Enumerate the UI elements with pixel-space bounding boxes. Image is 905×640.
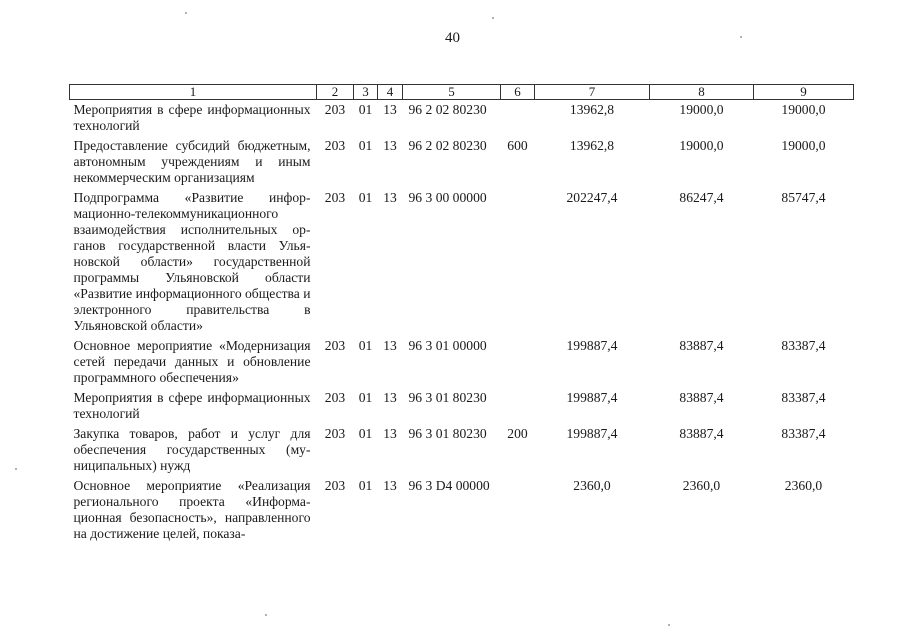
row-code-2: 203	[324, 190, 346, 205]
header-col-4: 4	[378, 85, 403, 100]
row-code-3: 01	[358, 138, 373, 153]
table-row	[70, 424, 854, 476]
row-code-4: 13	[383, 102, 397, 117]
row-target-article: 96 3 D4 00000	[408, 478, 490, 493]
row-target-article: 96 3 01 80230	[408, 426, 487, 441]
row-name: Подпрограмма «Развитие информационно-телекоммуникационного взаимодействия исполнительных органов государственной власти Ульяновской области» государственной программы Ульяновской области «Развитие информационного общества и электронного правительства в Ульяновской области»	[73, 190, 311, 333]
row-code-4: 13	[383, 478, 397, 493]
row-code-2: 203	[324, 338, 346, 353]
row-target-article: 96 3 01 80230	[408, 390, 487, 405]
row-amount-8: 83887,4	[679, 426, 724, 441]
header-col-5: 5	[403, 85, 501, 100]
header-col-1: 1	[70, 85, 317, 100]
row-expense-type	[501, 388, 535, 424]
row-expense-type	[501, 100, 535, 137]
table-row	[70, 136, 854, 188]
row-code-4: 13	[383, 426, 397, 441]
row-expense-type	[501, 336, 535, 388]
row-amount-8: 83887,4	[679, 338, 724, 353]
scan-speck	[15, 468, 17, 470]
row-amount-9: 19000,0	[781, 138, 826, 153]
row-amount-7: 13962,8	[569, 138, 615, 153]
row-code-2: 203	[324, 426, 346, 441]
row-target-article: 96 3 01 00000	[408, 338, 487, 353]
row-name: Основное мероприятие «Реализация регионального проекта «Информационная безопасность», направленного на достижение целей, показа-	[73, 478, 311, 541]
header-col-6: 6	[501, 85, 535, 100]
row-amount-8: 19000,0	[679, 102, 724, 117]
row-amount-8: 19000,0	[679, 138, 724, 153]
table-row	[70, 476, 854, 544]
row-amount-7: 199887,4	[566, 338, 618, 353]
row-code-4: 13	[383, 338, 397, 353]
row-code-3: 01	[358, 190, 373, 205]
row-target-article: 96 2 02 80230	[408, 102, 487, 117]
row-expense-type: 200	[507, 426, 528, 441]
row-name: Основное мероприятие «Модернизация сетей передачи данных и обновление программного обеспечения»	[73, 338, 311, 385]
row-code-2: 203	[324, 478, 346, 493]
row-amount-9: 83387,4	[781, 390, 826, 405]
row-target-article: 96 3 00 00000	[408, 190, 487, 205]
row-amount-7: 202247,4	[566, 190, 618, 205]
row-code-3: 01	[358, 102, 373, 117]
header-col-9: 9	[754, 85, 854, 100]
row-code-2: 203	[324, 102, 346, 117]
row-code-2: 203	[324, 390, 346, 405]
row-amount-7: 13962,8	[569, 102, 615, 117]
row-code-3: 01	[358, 426, 373, 441]
scan-speck	[668, 624, 670, 626]
row-amount-7: 199887,4	[566, 390, 618, 405]
row-expense-type: 600	[507, 138, 528, 153]
row-code-4: 13	[383, 190, 397, 205]
row-amount-9: 83387,4	[781, 338, 826, 353]
row-amount-8: 2360,0	[682, 478, 721, 493]
row-amount-8: 83887,4	[679, 390, 724, 405]
row-code-2: 203	[324, 138, 346, 153]
header-col-7: 7	[535, 85, 650, 100]
row-name: Закупка товаров, работ и услуг для обеспечения государственных (муниципальных) нужд	[73, 426, 311, 473]
table-header-row	[70, 85, 854, 100]
row-name: Предоставление субсидий бюджетным, автономным учреждениям и иным некоммерческим организациям	[73, 138, 311, 185]
header-col-8: 8	[650, 85, 754, 100]
row-expense-type	[501, 188, 535, 336]
row-amount-9: 85747,4	[781, 190, 826, 205]
scan-speck	[740, 36, 742, 38]
row-amount-9: 2360,0	[784, 478, 823, 493]
row-code-4: 13	[383, 138, 397, 153]
page-number: 40	[445, 30, 460, 46]
row-target-article: 96 2 02 80230	[408, 138, 487, 153]
header-col-2: 2	[317, 85, 354, 100]
row-amount-7: 199887,4	[566, 426, 618, 441]
row-amount-9: 19000,0	[781, 102, 826, 117]
scan-speck	[492, 17, 494, 19]
row-code-3: 01	[358, 338, 373, 353]
budget-table	[69, 84, 854, 544]
row-code-3: 01	[358, 390, 373, 405]
row-amount-8: 86247,4	[679, 190, 724, 205]
table-row	[70, 100, 854, 137]
table-row	[70, 336, 854, 388]
table-row	[70, 188, 854, 336]
row-amount-7: 2360,0	[573, 478, 611, 493]
row-code-4: 13	[383, 390, 397, 405]
row-name: Мероприятия в сфере информационных технологий	[73, 390, 311, 421]
row-amount-9: 83387,4	[781, 426, 826, 441]
scan-speck	[265, 614, 267, 616]
table-row	[70, 388, 854, 424]
header-col-3: 3	[354, 85, 378, 100]
row-code-3: 01	[358, 478, 373, 493]
scan-speck	[185, 12, 187, 14]
row-expense-type	[501, 476, 535, 544]
row-name: Мероприятия в сфере информационных технологий	[73, 102, 311, 133]
